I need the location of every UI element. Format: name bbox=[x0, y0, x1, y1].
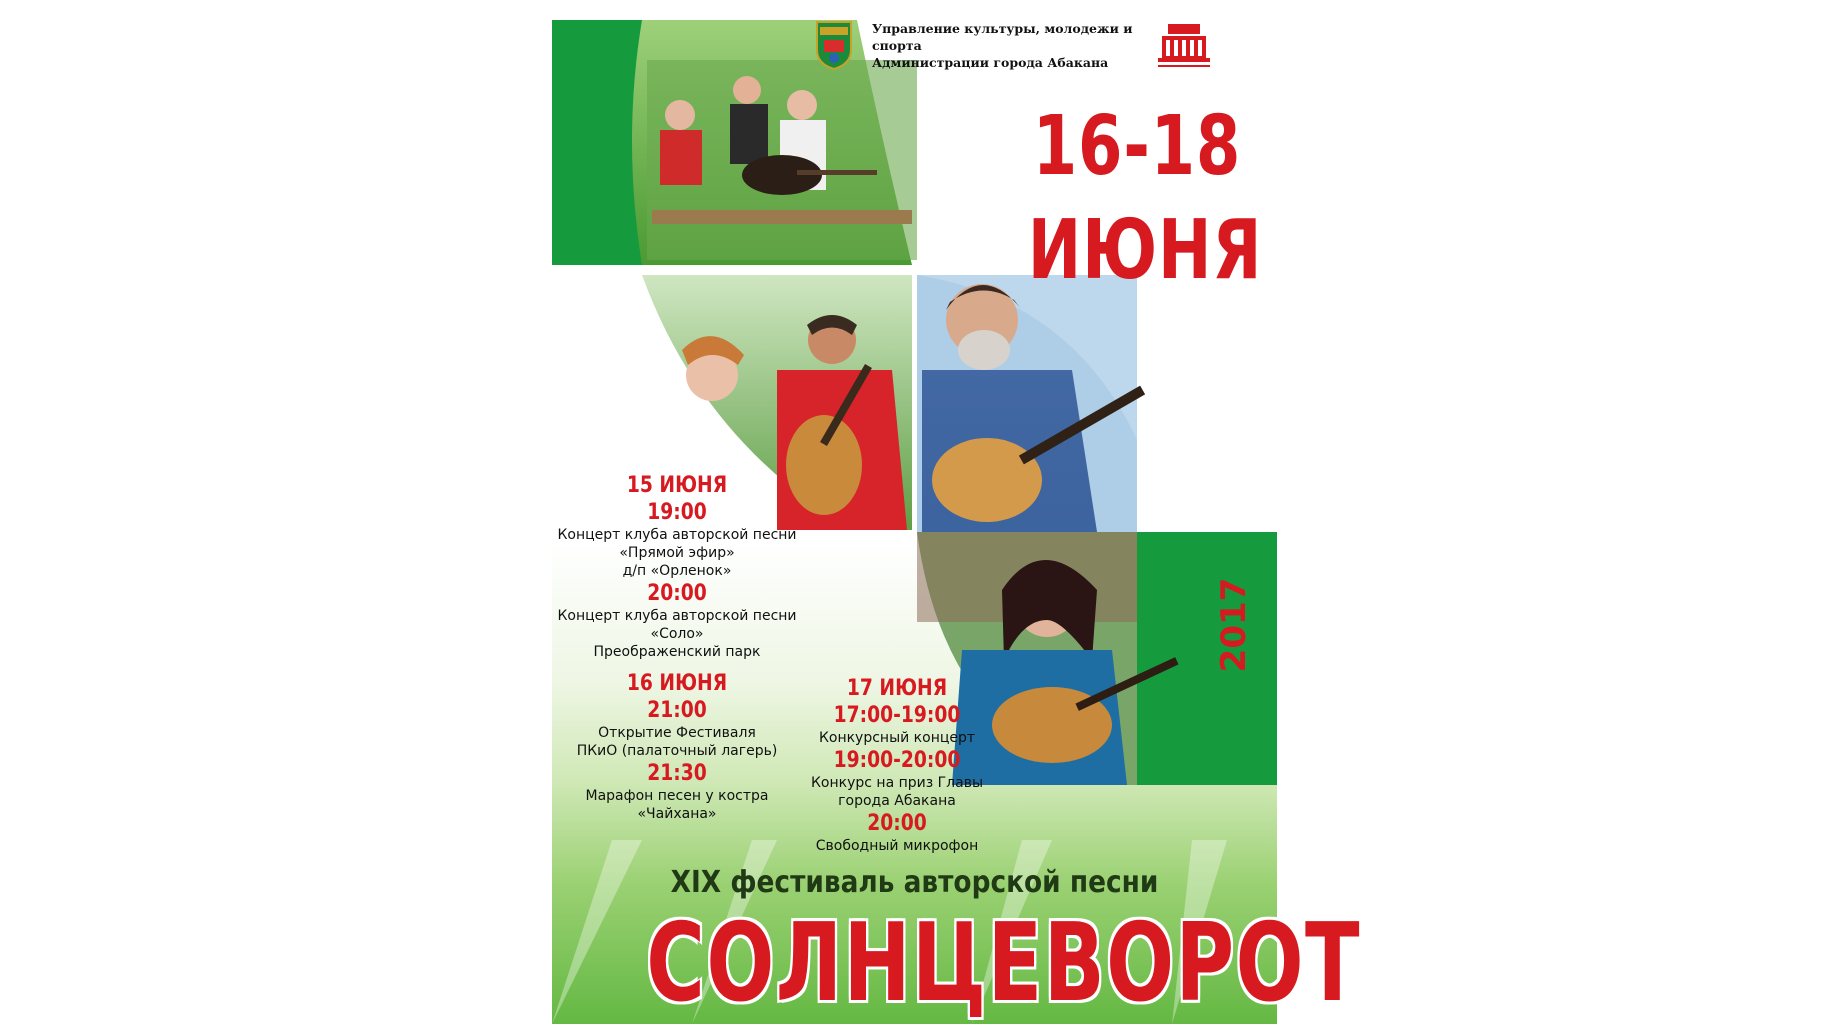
abakan-crest-icon bbox=[815, 20, 853, 70]
schedule-event-line: города Абакана bbox=[838, 793, 956, 809]
schedule-time: 19:00 bbox=[647, 500, 707, 525]
festival-subtitle: XIX фестиваль авторской песни bbox=[670, 865, 1159, 900]
schedule-event-line: «Прямой эфир» bbox=[619, 545, 735, 561]
schedule-june-17 bbox=[797, 675, 997, 855]
schedule-time: 20:00 bbox=[647, 581, 707, 606]
organizer-line-2: Администрации города Абакана bbox=[872, 55, 1109, 70]
organizer-line-1: Управление культуры, молодежи и спорта bbox=[872, 21, 1133, 53]
schedule-day-17: 17 ИЮНЯ bbox=[846, 676, 948, 701]
festival-dates bbox=[1027, 95, 1263, 303]
schedule-time: 20:00 bbox=[867, 811, 927, 836]
photo-group-bearded-guitarist bbox=[917, 275, 1145, 532]
schedule-event-line: «Соло» bbox=[650, 626, 704, 642]
date-range: 16-18 bbox=[1032, 99, 1242, 194]
schedule-event-line: Свободный микрофон bbox=[815, 838, 979, 854]
festival-poster bbox=[552, 20, 1362, 1026]
date-month: ИЮНЯ bbox=[1027, 203, 1263, 298]
schedule-event-line: Конкурсный концерт bbox=[818, 730, 976, 746]
pobeda-culture-center-logo bbox=[1156, 20, 1212, 72]
schedule-event-line: Концерт клуба авторской песни bbox=[557, 608, 797, 624]
schedule-day-15: 15 ИЮНЯ bbox=[626, 473, 728, 498]
organizer-header bbox=[872, 20, 1172, 71]
schedule-event-line: «Чайхана» bbox=[637, 806, 717, 822]
schedule-time: 17:00-19:00 bbox=[833, 703, 961, 728]
schedule-event-line: Конкурс на приз Главы bbox=[810, 775, 984, 791]
green-block-right bbox=[1137, 532, 1277, 785]
schedule-time: 19:00-20:00 bbox=[833, 748, 961, 773]
schedule-event-line: Концерт клуба авторской песни bbox=[557, 527, 797, 543]
schedule-time: 21:00 bbox=[647, 698, 707, 723]
schedule-time: 21:30 bbox=[647, 761, 707, 786]
festival-title: СОЛНЦЕВОРОТ bbox=[646, 901, 1362, 1026]
schedule-day-16: 16 ИЮНЯ bbox=[626, 671, 728, 696]
schedule-june-15 bbox=[552, 472, 802, 661]
schedule-event-line: ПКиО (палаточный лагерь) bbox=[576, 743, 778, 759]
schedule-event-line: д/п «Орленок» bbox=[622, 563, 732, 579]
schedule-event-line: Преображенский парк bbox=[593, 644, 761, 660]
festival-year: 2017 bbox=[1214, 577, 1254, 673]
schedule-event-line: Марафон песен у костра bbox=[585, 788, 769, 804]
schedule-june-16 bbox=[552, 670, 802, 823]
schedule-event-line: Открытие Фестиваля bbox=[598, 725, 756, 741]
